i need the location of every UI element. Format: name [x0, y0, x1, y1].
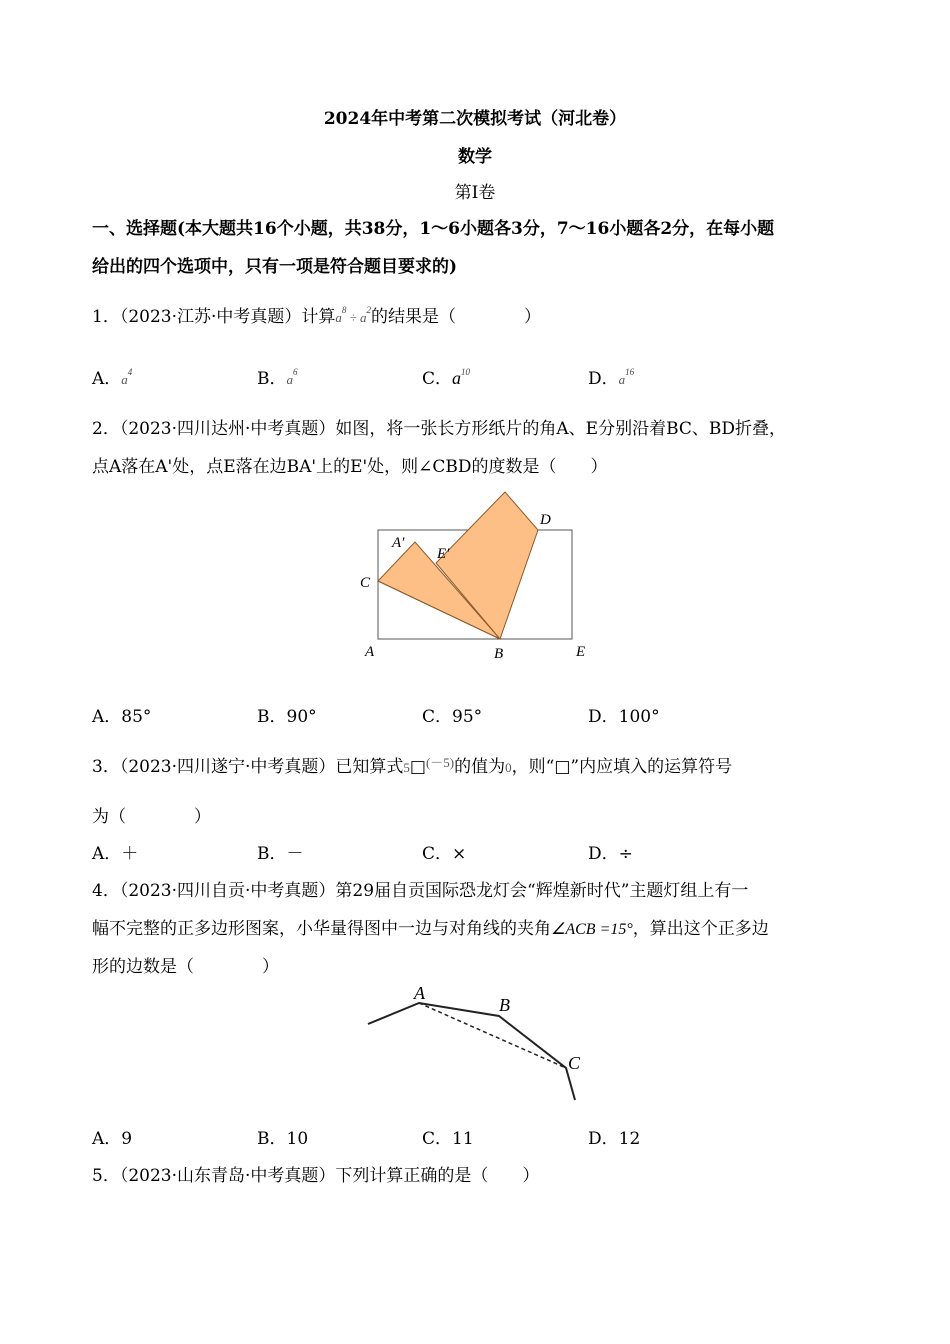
option-b[interactable]: B．10 — [257, 1129, 309, 1149]
option-b[interactable]: B．90° — [257, 707, 317, 727]
fold-figure — [350, 484, 610, 664]
question-2-stem-line2: 点A落在A'处，点E落在边BA'上的E'处，则∠CBD的度数是（ ） — [92, 457, 608, 477]
option-d[interactable]: D．12 — [588, 1129, 641, 1149]
label-e: E — [576, 644, 586, 660]
option-c[interactable]: C．× — [422, 844, 467, 864]
question-tail: 的结果是（ ） — [371, 307, 542, 327]
polygon-edges — [368, 1003, 575, 1100]
question-3-stem-line1: 3．（2023·四川遂宁·中考真题）已知算式5□$^{(-5)}$的值为0，则“□”内应填入的运算符号 — [92, 755, 733, 777]
option-b[interactable]: B．$a^6$ — [257, 367, 298, 389]
label-a: A — [414, 983, 425, 1003]
folded-quad-E — [436, 492, 538, 639]
option-d[interactable]: D．$a^{16}$ — [588, 367, 635, 389]
math-expression: $a^8 \div a^2$ — [335, 305, 372, 325]
label-a-prime: A′ — [392, 535, 405, 551]
exam-title: 2024年中考第二次模拟考试（河北卷） — [323, 109, 627, 129]
question-5-stem: 5．（2023·山东青岛·中考真题）下列计算正确的是（ ） — [92, 1166, 540, 1186]
option-c[interactable]: C．11 — [422, 1129, 474, 1149]
question-source: （2023·江苏·中考真题）计算 — [119, 307, 336, 327]
option-a[interactable]: A．85° — [92, 707, 152, 727]
question-1-stem — [92, 302, 541, 327]
question-2-stem-line1: 2．（2023·四川达州·中考真题）如图，将一张长方形纸片的角A、E分别沿着BC、BD折叠， — [92, 419, 787, 439]
option-d[interactable]: D．÷ — [588, 844, 633, 864]
label-e-prime: E′ — [437, 546, 450, 562]
question-3-stem-line2: 为（ ） — [92, 807, 211, 827]
label-d: D — [540, 512, 551, 528]
question-4-stem-line1: 4．（2023·四川自贡·中考真题）第29届自贡国际恐龙灯会“辉煌新时代”主题灯组上有一 — [92, 881, 749, 901]
question-4-stem-line2: 幅不完整的正多边形图案，小华量得图中一边与对角线的夹角∠ACB =15°，算出这个正多边 — [92, 919, 769, 939]
label-c: C — [360, 575, 371, 591]
volume-label: 第Ⅰ卷 — [454, 183, 496, 203]
option-a[interactable]: A．9 — [92, 1129, 133, 1149]
label-c: C — [568, 1053, 581, 1073]
option-a[interactable]: A．＋ — [92, 844, 139, 864]
section-heading-line2: 给出的四个选项中，只有一项是符合题目要求的) — [92, 257, 458, 277]
label-b: B — [499, 995, 510, 1015]
option-d[interactable]: D．100° — [588, 707, 660, 727]
label-b: B — [494, 646, 504, 662]
option-a[interactable]: A．$a^4$ — [92, 367, 133, 389]
polygon-figure — [360, 980, 600, 1110]
question-4-stem-line3: 形的边数是（ ） — [92, 957, 279, 977]
diagonal-ac — [419, 1003, 566, 1068]
section-heading-line1: 一、选择题(本大题共16个小题，共38分，1～6小题各3分，7～16小题各2分，在每小题 — [92, 219, 775, 239]
option-c[interactable]: C．95° — [422, 707, 483, 727]
label-a: A — [365, 644, 375, 660]
question-number: 1． — [92, 307, 120, 327]
option-b[interactable]: B．－ — [257, 844, 304, 864]
subject-title: 数学 — [458, 147, 492, 167]
option-c[interactable]: C．$a^{10}$ — [422, 367, 471, 389]
